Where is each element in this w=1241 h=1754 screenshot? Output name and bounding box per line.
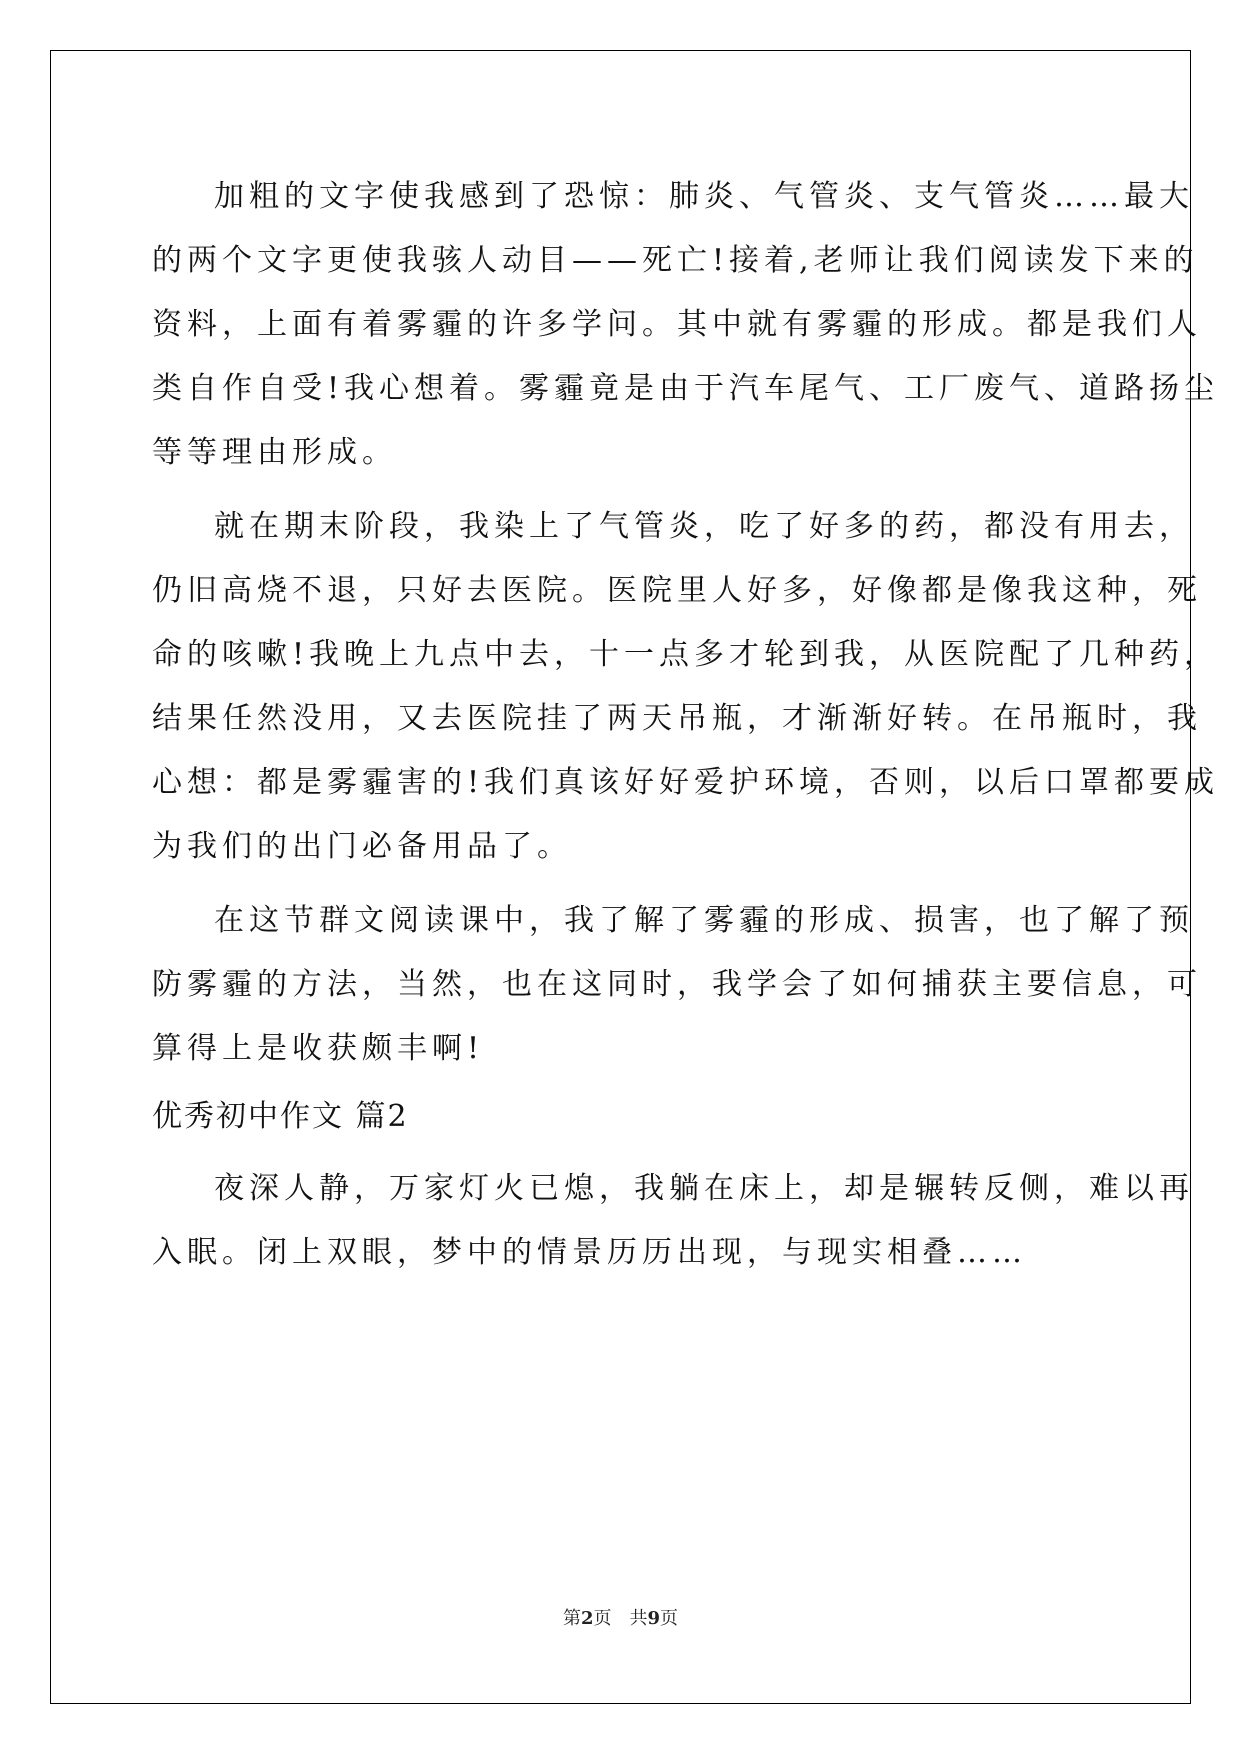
paragraph-1 [152,165,1220,485]
text-line: 为我们的出门必备用品了。 [152,829,572,864]
text-line: 入眠。闭上双眼，梦中的情景历历出现，与现实相叠…… [152,1235,1027,1270]
text-line: 类自作自受!我心想着。雾霾竟是由于汽车尾气、工厂废气、道路扬尘 [152,371,1220,406]
footer-prefix: 第 [562,1608,581,1629]
text-line: 就在期末阶段，我染上了气管炎，吃了好多的药，都没有用去， [214,509,1194,544]
footer-suffix: 页 [660,1608,679,1629]
text-line: 算得上是收获颇丰啊! [152,1031,485,1066]
text-line: 夜深人静，万家灯火已熄，我躺在床上，却是辗转反侧，难以再 [214,1171,1194,1206]
page-footer [0,1604,1241,1630]
text-line: 等等理由形成。 [152,435,397,470]
total-page-number: 9 [647,1608,661,1629]
paragraph-2 [152,495,1220,879]
paragraph-3 [152,889,1202,1081]
text-line: 防雾霾的方法，当然，也在这同时，我学会了如何捕获主要信息，可 [152,967,1202,1002]
section-heading: 优秀初中作文 篇2 [152,1099,409,1134]
text-line: 在这节群文阅读课中，我了解了雾霾的形成、损害，也了解了预 [214,903,1194,938]
text-line: 加粗的文字使我感到了恐惊：肺炎、气管炎、支气管炎……最大 [214,179,1194,214]
text-line: 心想：都是雾霾害的!我们真该好好爱护环境，否则，以后口罩都要成 [152,765,1220,800]
text-line: 的两个文字更使我骇人动目——死亡!接着,老师让我们阅读发下来的 [152,243,1199,278]
text-line: 资料，上面有着雾霾的许多学问。其中就有雾霾的形成。都是我们人 [152,307,1202,342]
text-line: 仍旧高烧不退，只好去医院。医院里人好多，好像都是像我这种，死 [152,573,1202,608]
document-body [152,165,1220,1285]
footer-middle: 页 共 [593,1608,648,1629]
text-line: 命的咳嗽!我晚上九点中去，十一点多才轮到我，从医院配了几种药， [152,637,1220,672]
current-page-number: 2 [580,1608,594,1629]
text-line: 结果任然没用，又去医院挂了两天吊瓶，才渐渐好转。在吊瓶时，我 [152,701,1202,736]
paragraph-4 [152,1157,1194,1285]
